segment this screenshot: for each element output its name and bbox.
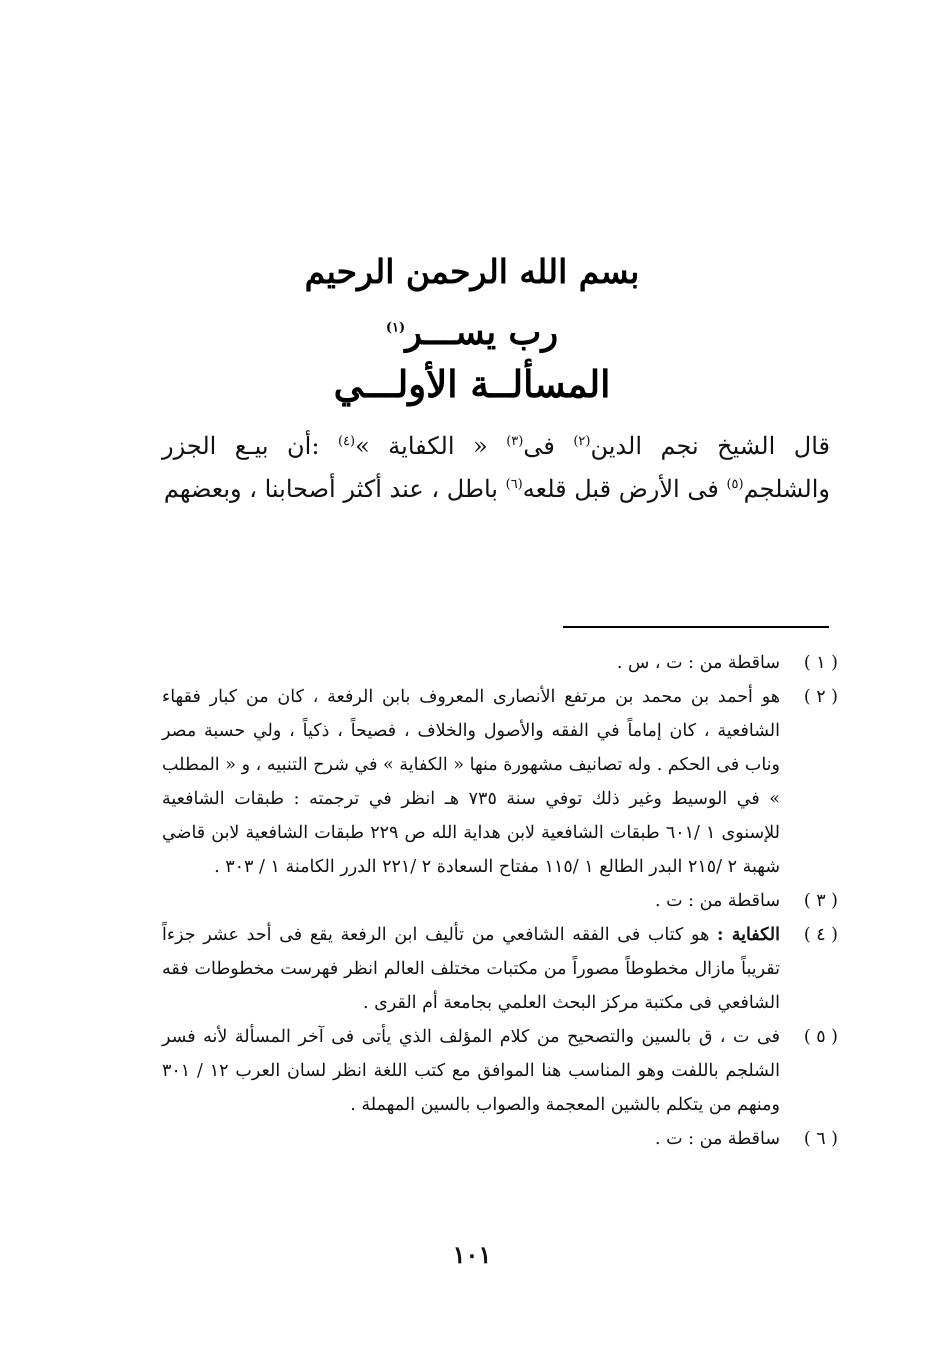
footnote-body: ساقطة من : ت ، س . (616, 653, 780, 673)
body-segment-2: فى (523, 432, 574, 460)
main-paragraph (162, 425, 830, 511)
basmala-heading: بسم الله الرحمن الرحيم (304, 252, 640, 291)
footnote-ref-5: (٥) (726, 477, 744, 492)
footnote-body: ساقطة من : ت . (655, 891, 780, 911)
footnote-text (162, 1122, 780, 1156)
footnote-item (162, 884, 838, 918)
footnote-ref-1: (١) (385, 320, 406, 336)
footnote-item (162, 1122, 838, 1156)
body-segment-5: فى الأرض قبل قلعه (522, 475, 727, 503)
footnote-number: ( ٤ ) (803, 925, 838, 945)
footnote-body: هو أحمد بن محمد بن مرتفع الأنصارى المعروف بابن الرفعة ، كان من كبار فقهاء الشافعية ، كان إماماً في الفقه والأصول والخلاف ، فصيحاً ، ذكياً ، ولي حسبة مصر وناب فى الحكم . وله تصانيف مشهورة منها « الكفاية » في شرح التنبيه ، و « المطلب » في الوسيط وغير ذلك توفي سنة ٧٣٥ هـ انظر في ترجمته : طبقات الشافعية للإسنوى ١ /٦٠١ طبقات الشافعية لابن هداية الله ص ٢٢٩ طبقات الشافعية لابن قاضي شهبة ٢ /٢١٥ البدر الطالع ١ /١١٥ مفتاح السعادة ٢ /٢٢١ الدرر الكامنة ١ / ٣٠٣ . (162, 687, 780, 877)
footnote-item (162, 1020, 838, 1122)
footnote-text (162, 1020, 780, 1122)
footnote-body: ساقطة من : ت . (655, 1129, 780, 1149)
footnote-body: هو كتاب فى الفقه الشافعي من تأليف ابن الرفعة يقع فى أحد عشر جزءاً تقريباً مازال مخطوطاً مصوراً من مكتبات مختلف العالم انظر فهرست مخطوطات فقه الشافعي فى مكتبة مركز البحث العلمي بجامعة أم القرى . (162, 925, 780, 1013)
footnote-ref-2: (٢) (573, 434, 591, 449)
section-title: المسألــة الأولـــي (333, 362, 611, 406)
body-segment-3: « الكفاية » (355, 432, 507, 460)
rabb-yassir-heading (0, 312, 944, 353)
footnote-text (162, 680, 780, 884)
footnote-number: ( ٥ ) (803, 1027, 838, 1047)
footnote-ref-3: (٣) (506, 434, 524, 449)
footnote-number: ( ١ ) (803, 653, 838, 673)
footnote-item (162, 646, 838, 680)
footnote-item (162, 680, 838, 884)
footnote-ref-4: (٤) (337, 434, 356, 449)
body-segment-6: باطل ، عند أكثر أصحابنا ، وبعضهم (163, 475, 506, 503)
footnote-number: ( ٣ ) (803, 891, 838, 911)
footnote-text (162, 918, 780, 1020)
footnote-text (162, 646, 780, 680)
rabb-yassir-text: رب يســـر (405, 312, 559, 353)
footnote-number: ( ٦ ) (803, 1129, 838, 1149)
body-segment-1: قال الشيخ نجم الدين (590, 432, 831, 460)
footnote-number: ( ٢ ) (803, 687, 838, 707)
body-segment-4: :أن بيـع الجزر والشلجم (162, 432, 830, 503)
footnote-text (162, 884, 780, 918)
footnote-divider (563, 626, 829, 628)
footnote-label: الكفاية : (717, 925, 780, 945)
footnotes-list (162, 646, 838, 1156)
page-number: ١٠١ (452, 1240, 492, 1269)
footnote-body: فى ت ، ق بالسين والتصحيح من كلام المؤلف الذي يأتى فى آخر المسألة لأنه فسر الشلجم باللفت وهو المناسب هنا الموافق مع كتب اللغة انظر لسان العرب ١٢ / ٣٠١ ومنهم من يتكلم بالشين المعجمة والصواب بالسين المهملة . (162, 1027, 780, 1115)
footnote-ref-6: (٦) (505, 477, 523, 492)
footnote-item (162, 918, 838, 1020)
